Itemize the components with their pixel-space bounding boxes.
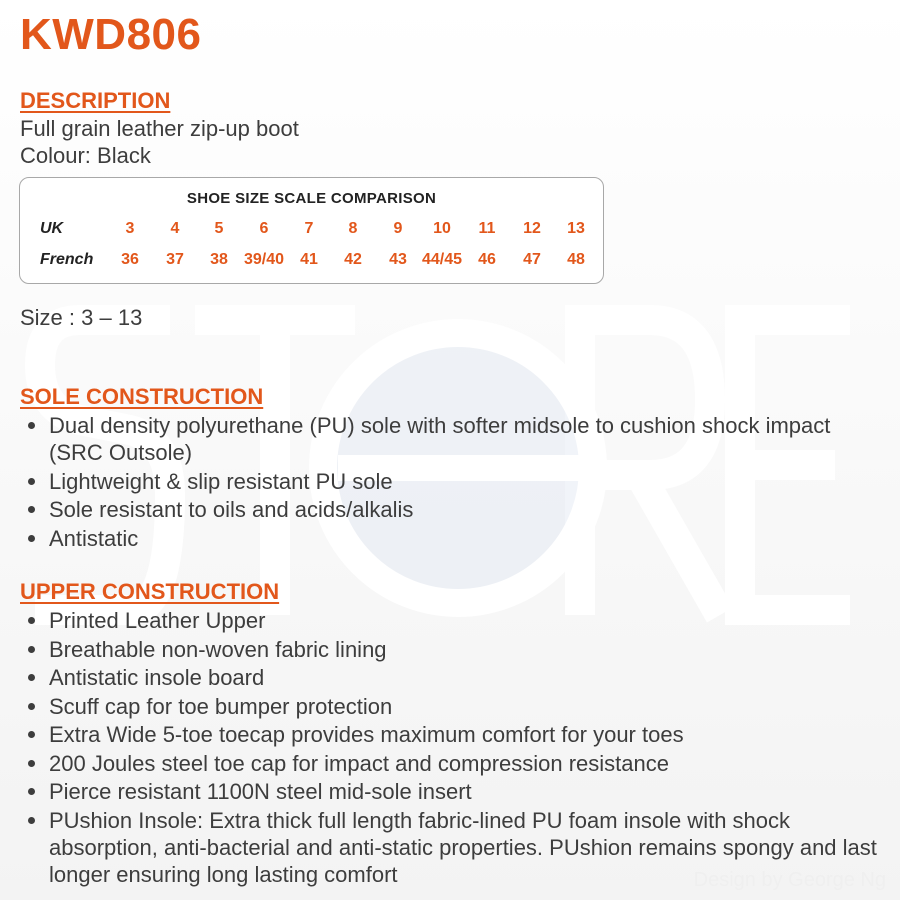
upper-feature-item-text: Antistatic insole board: [49, 665, 265, 690]
upper-feature-item-text: Printed Leather Upper: [49, 608, 266, 633]
upper-feature-item: [20, 721, 890, 748]
upper-feature-item-text: Scuff cap for toe bumper protection: [49, 693, 393, 719]
upper-feature-item: [20, 693, 890, 720]
upper-feature-item: [20, 807, 890, 888]
uk-row-label: UK: [40, 220, 64, 237]
product-code-title: KWD806: [20, 10, 202, 59]
uk-size-cell: 9: [393, 220, 403, 237]
uk-size-cell: 5: [214, 220, 224, 237]
uk-size-cell: 8: [348, 220, 358, 237]
french-size-cell: 46: [478, 251, 496, 268]
french-size-cell: 41: [300, 251, 318, 268]
upper-feature-item-text: Extra Wide 5-toe toecap provides maximum comfort for your toes: [49, 722, 684, 747]
french-size-cell: 37: [166, 251, 184, 268]
uk-size-cell: 10: [433, 220, 451, 237]
sole-construction-heading: SOLE CONSTRUCTION: [20, 384, 264, 409]
uk-size-cell: 13: [567, 220, 585, 237]
bullet-dot-icon: [28, 478, 35, 485]
sole-construction-list: [20, 412, 890, 553]
upper-feature-item-text: Pierce resistant 1100N steel mid-sole insert: [49, 779, 472, 804]
french-size-cell: 48: [567, 251, 585, 268]
bullet-dot-icon: [28, 422, 35, 429]
size-table-title: SHOE SIZE SCALE COMPARISON: [186, 190, 437, 207]
french-size-row: [40, 251, 600, 273]
sole-feature-item: [20, 412, 890, 466]
bullet-dot-icon: [28, 731, 35, 738]
bullet-dot-icon: [28, 817, 35, 824]
french-size-cell: 43: [389, 251, 407, 268]
designer-credit: Design by George Ng: [693, 869, 886, 891]
upper-construction-heading: UPPER CONSTRUCTION: [20, 579, 280, 604]
upper-construction-list: [20, 607, 890, 889]
upper-feature-item: [20, 607, 890, 634]
french-size-cell: 36: [121, 251, 139, 268]
upper-feature-item: [20, 750, 890, 777]
uk-size-cell: 12: [523, 220, 541, 237]
sole-feature-item: [20, 496, 890, 523]
uk-size-cell: 7: [304, 220, 314, 237]
french-size-cell: 44/45: [421, 251, 463, 268]
uk-size-cell: 11: [478, 220, 496, 237]
sole-feature-item-text: Dual density polyurethane (PU) sole with softer midsole to cushion shock impact (SRC Outsole): [49, 413, 831, 465]
upper-feature-item: [20, 664, 890, 691]
sole-feature-item-text: Lightweight & slip resistant PU sole: [49, 468, 393, 494]
bullet-dot-icon: [28, 760, 35, 767]
bullet-dot-icon: [28, 788, 35, 795]
upper-feature-item: [20, 778, 890, 805]
bullet-dot-icon: [28, 646, 35, 653]
size-range: Size : 3 – 13: [20, 305, 143, 330]
sole-feature-item: [20, 468, 890, 495]
uk-size-cell: 4: [170, 220, 180, 237]
size-comparison-table: [19, 177, 604, 284]
uk-size-cell: 6: [259, 220, 269, 237]
colour-line: Colour: Black: [20, 143, 151, 168]
sole-feature-item-text: Sole resistant to oils and acids/alkalis: [49, 497, 414, 522]
uk-size-row: [40, 220, 600, 242]
upper-feature-item-text: PUshion Insole: Extra thick full length fabric-lined PU foam insole with shock absorption, anti-bacterial and anti-static properties. PUshion remains spongy and last longer ensuring long lasting comfort: [49, 807, 877, 887]
french-size-cell: 42: [344, 251, 362, 268]
description-line: Full grain leather zip-up boot: [20, 116, 299, 141]
description-heading: DESCRIPTION: [20, 88, 171, 113]
french-size-cell: 47: [523, 251, 541, 268]
french-size-cell: 39/40: [243, 251, 285, 268]
bullet-dot-icon: [28, 506, 35, 513]
upper-feature-item-text: 200 Joules steel toe cap for impact and compression resistance: [49, 750, 669, 776]
bullet-dot-icon: [28, 535, 35, 542]
upper-feature-item: [20, 636, 890, 663]
sole-feature-item: [20, 525, 890, 552]
bullet-dot-icon: [28, 703, 35, 710]
bullet-dot-icon: [28, 617, 35, 624]
uk-size-cell: 3: [125, 220, 135, 237]
bullet-dot-icon: [28, 674, 35, 681]
upper-feature-item-text: Breathable non-woven fabric lining: [49, 636, 387, 662]
french-row-label: French: [40, 251, 94, 268]
sole-feature-item-text: Antistatic: [49, 525, 139, 551]
french-size-cell: 38: [210, 251, 228, 268]
